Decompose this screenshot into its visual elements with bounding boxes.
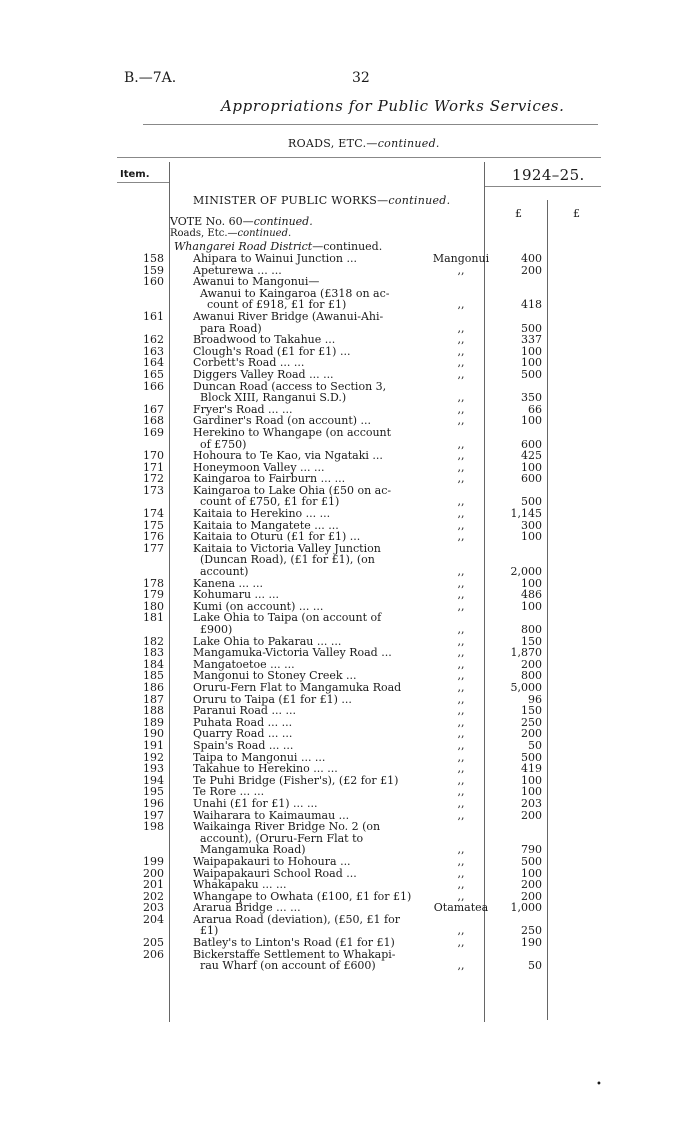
item-number: 177 <box>143 541 164 555</box>
item-number: 173 <box>143 483 164 497</box>
item-row <box>0 914 700 937</box>
vote-heading <box>170 215 313 228</box>
item-district: ,, <box>457 646 465 660</box>
item-amount: 486 <box>521 588 542 602</box>
item-district: ,, <box>457 449 465 463</box>
item-district: ,, <box>457 263 465 277</box>
item-number: 180 <box>143 599 164 613</box>
item-number: 206 <box>143 947 164 961</box>
item-row <box>0 288 700 311</box>
item-row <box>0 879 700 891</box>
item-description: count of £750, £1 for £1) <box>193 495 340 509</box>
item-row <box>0 265 700 277</box>
item-number: 169 <box>143 425 164 439</box>
district-heading-continued: —continued. <box>312 240 383 253</box>
item-description: para Road) <box>193 321 262 335</box>
item-number: 168 <box>143 414 164 428</box>
vote-heading-continued: continued. <box>253 215 313 228</box>
item-amount: 337 <box>521 333 542 347</box>
item-amount: 790 <box>521 843 542 857</box>
item-description: rau Wharf (on account of £600) <box>193 959 376 973</box>
item-description: Kaitaia to Victoria Valley Junction <box>193 541 381 555</box>
item-description: Mangamuka Road) <box>193 843 306 857</box>
item-district: ,, <box>457 959 465 973</box>
item-row <box>0 589 700 601</box>
item-description: Mangonui to Stoney Creek ... <box>193 669 357 683</box>
item-district: ,, <box>457 298 465 312</box>
item-description: Hohoura to Te Kao, via Ngataki ... <box>193 449 383 463</box>
item-number: 160 <box>143 275 164 289</box>
item-row <box>0 775 700 787</box>
item-number: 170 <box>143 449 164 463</box>
item-amount: 150 <box>521 634 542 648</box>
item-amount: 200 <box>521 808 542 822</box>
item-row <box>0 891 700 903</box>
item-district: ,, <box>457 495 465 509</box>
item-description: Whangape to Owhata (£100, £1 for £1) <box>193 889 412 903</box>
item-description: Kumi (on account) ... ... <box>193 599 324 613</box>
item-description: count of £918, £1 for £1) <box>193 298 347 312</box>
section-heading-continued: continued. <box>377 137 440 150</box>
item-amount: 250 <box>521 924 542 938</box>
item-number: 196 <box>143 796 164 810</box>
item-district: ,, <box>457 750 465 764</box>
item-number: 181 <box>143 611 164 625</box>
item-amount: 100 <box>521 414 542 428</box>
item-number: 165 <box>143 367 164 381</box>
item-district: ,, <box>457 738 465 752</box>
item-number: 184 <box>143 657 164 671</box>
item-number: 163 <box>143 344 164 358</box>
item-amount: 425 <box>521 449 542 463</box>
item-description: Oruru to Taipa (£1 for £1) ... <box>193 692 352 706</box>
item-row <box>0 949 700 972</box>
item-amount: 350 <box>521 391 542 405</box>
item-amount: 1,000 <box>510 901 542 915</box>
item-row <box>0 682 700 694</box>
item-description: Mangamuka-Victoria Valley Road ... <box>193 646 392 660</box>
item-description: Awanui to Kaingaroa (£318 on ac- <box>193 286 390 300</box>
page-reference: B.—7A. <box>124 70 177 86</box>
item-district: ,, <box>457 367 465 381</box>
item-description: Awanui to Mangonui— <box>193 275 320 289</box>
item-description: Lake Ohia to Pakarau ... ... <box>193 634 342 648</box>
item-description: Broadwood to Takahue ... <box>193 333 336 347</box>
item-number: 205 <box>143 936 164 950</box>
item-number: 178 <box>143 576 164 590</box>
item-description: Kaingaroa to Lake Ohia (£50 on ac- <box>193 483 392 497</box>
item-amount: 100 <box>521 773 542 787</box>
item-number: 190 <box>143 727 164 741</box>
item-row <box>0 786 700 798</box>
item-row <box>0 694 700 706</box>
item-number: 174 <box>143 507 164 521</box>
ministry-heading-continued: continued. <box>388 194 451 207</box>
item-amount: 100 <box>521 599 542 613</box>
item-description: Bickerstaffe Settlement to Whakapi- <box>193 947 396 961</box>
item-amount: 50 <box>528 738 542 752</box>
item-number: 161 <box>143 309 164 323</box>
item-number: 198 <box>143 820 164 834</box>
item-row <box>0 868 700 880</box>
item-description: Puhata Road ... ... <box>193 715 293 729</box>
item-number: 201 <box>143 878 164 892</box>
item-number: 200 <box>143 866 164 880</box>
ministry-heading <box>193 194 450 207</box>
item-district: ,, <box>457 518 465 532</box>
item-district: ,, <box>457 507 465 521</box>
item-district: ,, <box>457 530 465 544</box>
header-bottom-rule-right <box>484 186 601 187</box>
item-number: 175 <box>143 518 164 532</box>
item-row <box>0 937 700 949</box>
roads-heading-continued: continued. <box>237 228 292 239</box>
item-number: 185 <box>143 669 164 683</box>
item-row <box>0 578 700 590</box>
item-row <box>0 450 700 462</box>
item-amount: 418 <box>521 298 542 312</box>
item-number: 176 <box>143 530 164 544</box>
item-district: ,, <box>457 321 465 335</box>
item-row <box>0 612 700 635</box>
appropriation-items <box>0 253 700 972</box>
item-district: Mangonui <box>432 252 490 265</box>
item-number: 193 <box>143 762 164 776</box>
item-row <box>0 485 700 508</box>
header-bottom-rule-left <box>117 182 169 183</box>
item-number: 204 <box>143 912 164 926</box>
item-amount: 50 <box>528 959 542 973</box>
item-number: 187 <box>143 692 164 706</box>
item-district: ,, <box>457 402 465 416</box>
item-description: Block XIII, Ranganui S.D.) <box>193 391 347 405</box>
item-row <box>0 462 700 474</box>
item-district: ,, <box>457 727 465 741</box>
item-district: ,, <box>457 796 465 810</box>
item-description: Herekino to Whangape (on account <box>193 425 392 439</box>
item-district: ,, <box>457 565 465 579</box>
item-description: Spain's Road ... ... <box>193 738 294 752</box>
item-amount: 100 <box>521 460 542 474</box>
item-district: ,, <box>457 843 465 857</box>
item-amount: 190 <box>521 936 542 950</box>
item-description: £1) <box>193 924 219 938</box>
item-row <box>0 357 700 369</box>
item-district: ,, <box>457 866 465 880</box>
item-district: ,, <box>457 437 465 451</box>
item-number: 179 <box>143 588 164 602</box>
item-number: 189 <box>143 715 164 729</box>
item-amount: 100 <box>521 576 542 590</box>
item-number: 182 <box>143 634 164 648</box>
item-number: 183 <box>143 646 164 660</box>
item-description: Batley's to Linton's Road (£1 for £1) <box>193 936 395 950</box>
item-description: Waiharara to Kaimaumau ... <box>193 808 350 822</box>
item-description: Gardiner's Road (on account) ... <box>193 414 372 428</box>
item-district: ,, <box>457 623 465 637</box>
item-district: ,, <box>457 669 465 683</box>
item-description: Quarry Road ... ... <box>193 727 293 741</box>
item-amount: 500 <box>521 854 542 868</box>
item-number: 195 <box>143 785 164 799</box>
item-amount: 200 <box>521 263 542 277</box>
item-district: ,, <box>457 773 465 787</box>
item-description: Fryer's Road ... ... <box>193 402 293 416</box>
item-description: Kohumaru ... ... <box>193 588 280 602</box>
item-amount: 203 <box>521 796 542 810</box>
item-description: Waipapakauri School Road ... <box>193 866 357 880</box>
item-row <box>0 253 700 265</box>
item-description: Honeymoon Valley ... ... <box>193 460 325 474</box>
item-amount: 800 <box>521 669 542 683</box>
item-description: Apeturewa ... ... <box>193 263 282 277</box>
item-amount: 2,000 <box>510 565 542 579</box>
item-district: ,, <box>457 692 465 706</box>
item-description: Unahi (£1 for £1) ... ... <box>193 796 318 810</box>
item-row <box>0 334 700 346</box>
table-top-rule <box>117 157 601 158</box>
item-row <box>0 763 700 775</box>
item-number: 166 <box>143 379 164 393</box>
item-number: 158 <box>143 252 164 265</box>
item-district: ,, <box>457 657 465 671</box>
item-number: 171 <box>143 460 164 474</box>
item-description: account), (Oruru-Fern Flat to <box>193 831 364 845</box>
column-header-item: Item. <box>120 169 150 180</box>
item-description: Ararua Road (deviation), (£50, £1 for <box>193 912 400 926</box>
item-description: of £750) <box>193 437 247 451</box>
item-description: account) <box>193 565 249 579</box>
item-district: ,, <box>457 460 465 474</box>
item-amount: 1,870 <box>510 646 542 660</box>
item-district: ,, <box>457 634 465 648</box>
item-number: 162 <box>143 333 164 347</box>
item-district: ,, <box>457 599 465 613</box>
item-description: Paranui Road ... ... <box>193 704 296 718</box>
item-number: 167 <box>143 402 164 416</box>
pound-symbol-2: £ <box>573 207 580 220</box>
item-district: ,, <box>457 715 465 729</box>
item-amount: 419 <box>521 762 542 776</box>
item-description: (Duncan Road), (£1 for £1), (on <box>193 553 375 567</box>
item-description: Kaingaroa to Fairburn ... ... <box>193 472 346 486</box>
item-district: ,, <box>457 414 465 428</box>
item-description: £900) <box>193 623 233 637</box>
item-amount: 300 <box>521 518 542 532</box>
item-amount: 500 <box>521 750 542 764</box>
item-description: Te Puhi Bridge (Fisher's), (£2 for £1) <box>193 773 399 787</box>
item-row <box>0 728 700 740</box>
item-amount: 66 <box>528 402 542 416</box>
item-row <box>0 752 700 764</box>
item-description: Whakapaku ... ... <box>193 878 287 892</box>
item-description: Kaitaia to Herekino ... ... <box>193 507 331 521</box>
item-amount: 600 <box>521 472 542 486</box>
item-district: ,, <box>457 344 465 358</box>
item-amount: 200 <box>521 878 542 892</box>
item-description: Kanena ... ... <box>193 576 263 590</box>
item-district: ,, <box>457 333 465 347</box>
item-amount: 800 <box>521 623 542 637</box>
item-number: 191 <box>143 738 164 752</box>
ministry-heading-main: MINISTER OF PUBLIC WORKS— <box>193 194 389 207</box>
item-row <box>0 856 700 868</box>
item-district: ,, <box>457 936 465 950</box>
district-heading-name: Whangarei Road District <box>174 240 313 253</box>
page-number: 32 <box>352 70 370 86</box>
item-district: ,, <box>457 576 465 590</box>
item-row <box>0 647 700 659</box>
item-amount: 250 <box>521 715 542 729</box>
roads-heading <box>170 228 291 239</box>
item-description: Duncan Road (access to Section 3, <box>193 379 387 393</box>
item-description: Clough's Road (£1 for £1) ... <box>193 344 351 358</box>
item-row <box>0 543 700 578</box>
item-row <box>0 369 700 381</box>
item-amount: 600 <box>521 437 542 451</box>
item-number: 199 <box>143 854 164 868</box>
item-district: ,, <box>457 391 465 405</box>
item-district: ,, <box>457 704 465 718</box>
item-number: 197 <box>143 808 164 822</box>
vote-heading-main: VOTE No. 60— <box>170 215 254 228</box>
item-row <box>0 381 700 404</box>
column-header-year: 1924–25. <box>512 166 585 184</box>
item-number: 159 <box>143 263 164 277</box>
item-amount: 100 <box>521 356 542 370</box>
item-row <box>0 427 700 450</box>
item-district: ,, <box>457 889 465 903</box>
item-district: Otamatea <box>433 901 489 915</box>
item-description: Waikainga River Bridge No. 2 (on <box>193 820 381 834</box>
item-amount: 150 <box>521 704 542 718</box>
item-row <box>0 821 700 856</box>
item-district: ,, <box>457 878 465 892</box>
item-amount: 500 <box>521 367 542 381</box>
item-amount: 100 <box>521 530 542 544</box>
item-district: ,, <box>457 762 465 776</box>
pound-symbol-1: £ <box>515 207 522 220</box>
item-description: Takahue to Herekino ... ... <box>193 762 338 776</box>
item-amount: 200 <box>521 889 542 903</box>
item-row <box>0 346 700 358</box>
item-amount: 100 <box>521 344 542 358</box>
item-description: Oruru-Fern Flat to Mangamuka Road <box>193 680 402 694</box>
item-number: 203 <box>143 901 164 915</box>
item-description: Corbett's Road ... ... <box>193 356 305 370</box>
title-rule <box>143 124 598 125</box>
item-description: Ahipara to Wainui Junction ... <box>193 252 361 265</box>
item-amount: 500 <box>521 495 542 509</box>
item-amount: 100 <box>521 785 542 799</box>
item-number: 202 <box>143 889 164 903</box>
item-row <box>0 740 700 752</box>
item-description: Te Rore ... ... <box>193 785 265 799</box>
section-heading-main: ROADS, ETC.— <box>288 137 378 150</box>
item-description: Lake Ohia to Taipa (on account of <box>193 611 382 625</box>
item-amount: 200 <box>521 657 542 671</box>
item-description: Kaitaia to Mangatete ... ... <box>193 518 339 532</box>
item-number: 164 <box>143 356 164 370</box>
item-amount: 400 <box>521 252 542 265</box>
item-number: 186 <box>143 680 164 694</box>
item-amount: 1,145 <box>510 507 542 521</box>
item-district: ,, <box>457 854 465 868</box>
item-district: ,, <box>457 924 465 938</box>
item-description: Diggers Valley Road ... ... <box>193 367 334 381</box>
item-number: 172 <box>143 472 164 486</box>
item-row <box>0 717 700 729</box>
item-district: ,, <box>457 356 465 370</box>
item-description: Mangatoetoe ... ... <box>193 657 295 671</box>
page-title: Appropriations for Public Works Services. <box>221 97 565 115</box>
item-number: 192 <box>143 750 164 764</box>
item-amount: 500 <box>521 321 542 335</box>
item-description: Awanui River Bridge (Awanui-Ahi- <box>193 309 384 323</box>
item-description: Ararua Bridge ... ... <box>193 901 301 915</box>
item-district: ,, <box>457 588 465 602</box>
item-amount: 96 <box>528 692 542 706</box>
item-amount: 5,000 <box>510 680 542 694</box>
item-row <box>0 705 700 717</box>
item-district: ,, <box>457 785 465 799</box>
item-row <box>0 311 700 334</box>
item-description: Kaitaia to Oturu (£1 for £1) ... <box>193 530 361 544</box>
item-number: 194 <box>143 773 164 787</box>
item-row <box>0 508 700 520</box>
item-description: Waipapakauri to Hohoura ... <box>193 854 351 868</box>
item-district: ,, <box>457 808 465 822</box>
item-district: ,, <box>457 680 465 694</box>
page-mark: • <box>596 1079 602 1090</box>
item-row <box>0 798 700 810</box>
item-number: 188 <box>143 704 164 718</box>
item-amount: 200 <box>521 727 542 741</box>
item-district: ,, <box>457 472 465 486</box>
item-description: Taipa to Mangonui ... ... <box>193 750 326 764</box>
section-heading <box>288 137 440 150</box>
item-amount: 100 <box>521 866 542 880</box>
roads-heading-main: Roads, Etc.— <box>170 228 238 239</box>
